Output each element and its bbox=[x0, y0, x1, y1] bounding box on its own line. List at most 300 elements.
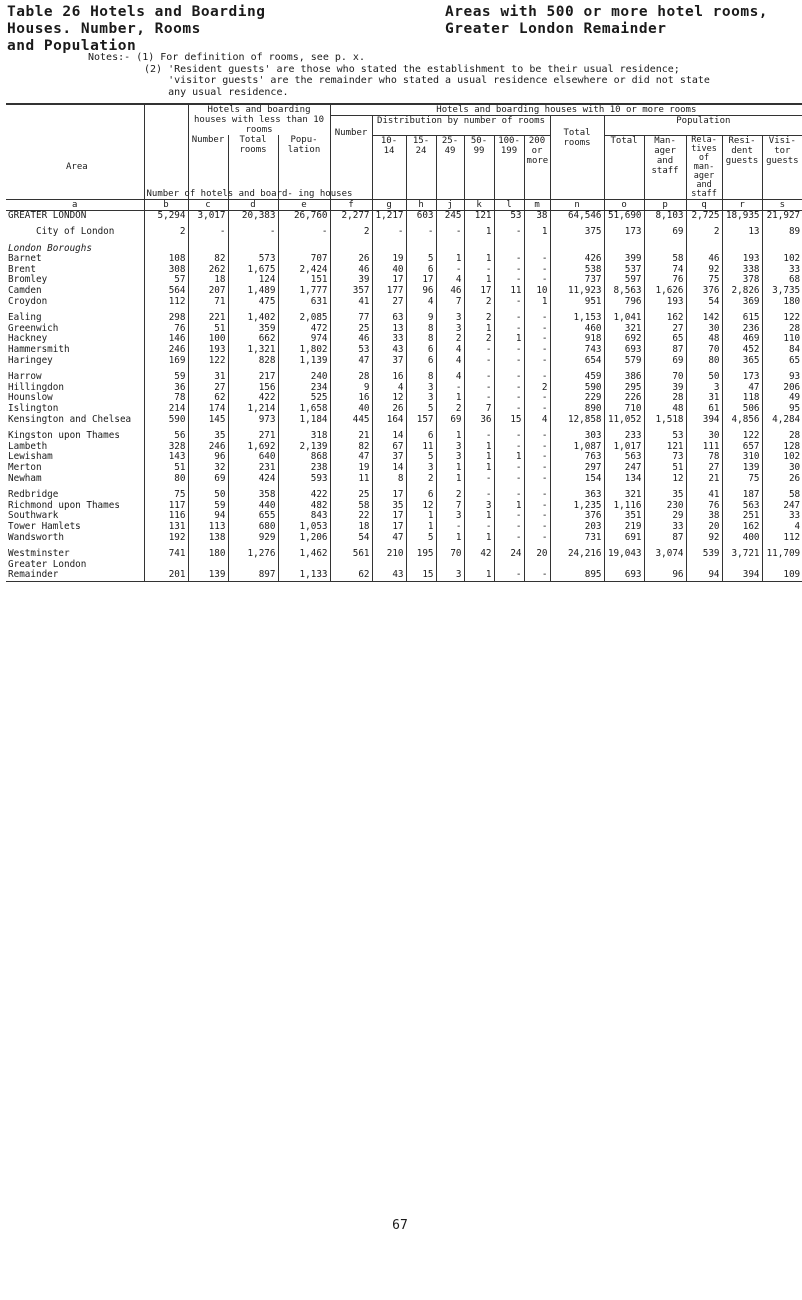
cell-number-hotels: 169 bbox=[144, 356, 188, 367]
cell-pop-total: 1,017 bbox=[604, 442, 644, 453]
cell-small-pop: 707 bbox=[278, 254, 330, 265]
letter-s: s bbox=[762, 199, 802, 210]
cell-managers: 12 bbox=[644, 474, 686, 485]
cell-d1: 27 bbox=[372, 297, 406, 308]
area-name: London Boroughs bbox=[8, 242, 92, 254]
cell-managers: 3,074 bbox=[644, 549, 686, 560]
table-row bbox=[6, 404, 802, 415]
cell-relatives: 27 bbox=[686, 463, 722, 474]
cell-d4: 1 bbox=[464, 324, 494, 335]
cell-visitor: 21,927 bbox=[762, 210, 802, 221]
cell-resident: 173 bbox=[722, 372, 762, 383]
cell-number-hotels: 308 bbox=[144, 265, 188, 276]
cell-visitor: 89 bbox=[762, 227, 802, 238]
cell-small-rooms: 1,675 bbox=[228, 265, 278, 276]
cell-pop-total: 579 bbox=[604, 356, 644, 367]
cell-d1: 17 bbox=[372, 275, 406, 286]
cell-d6: 4 bbox=[524, 415, 550, 426]
cell-d2: 6 bbox=[406, 265, 436, 276]
cell-d5: 1 bbox=[494, 452, 524, 463]
cell-d4: - bbox=[464, 490, 494, 501]
cell-d6: - bbox=[524, 313, 550, 324]
cell-small-number: 51 bbox=[188, 324, 228, 335]
cell-d3: 2 bbox=[436, 404, 464, 415]
cell-number-hotels: 564 bbox=[144, 286, 188, 297]
header-small-group: Hotels and boarding houses with less than 10 rooms bbox=[188, 104, 330, 135]
cell-managers: 70 bbox=[644, 372, 686, 383]
cell-pop-total: 693 bbox=[604, 570, 644, 581]
header-large-number: Number bbox=[330, 116, 372, 200]
cell-pop-total: 351 bbox=[604, 511, 644, 522]
cell-managers: 1,626 bbox=[644, 286, 686, 297]
cell-relatives: 92 bbox=[686, 265, 722, 276]
cell-d4: 1 bbox=[464, 511, 494, 522]
cell-d6: - bbox=[524, 345, 550, 356]
cell-d6: - bbox=[524, 404, 550, 415]
area-name: Lewisham bbox=[8, 451, 53, 463]
cell-large-number: 39 bbox=[330, 275, 372, 286]
cell-relatives: 376 bbox=[686, 286, 722, 297]
cell-d5: - bbox=[494, 442, 524, 453]
area-name: Hounslow bbox=[8, 392, 53, 404]
cell-small-rooms: - bbox=[228, 227, 278, 238]
cell-visitor: 33 bbox=[762, 265, 802, 276]
cell-number-hotels: 75 bbox=[144, 490, 188, 501]
cell-number-hotels: 192 bbox=[144, 533, 188, 544]
cell-small-rooms: 1,489 bbox=[228, 286, 278, 297]
cell-pop-total: 563 bbox=[604, 452, 644, 463]
area-name: Camden bbox=[8, 285, 42, 297]
cell-d6: - bbox=[524, 265, 550, 276]
letter-h: h bbox=[406, 199, 436, 210]
cell-relatives: 30 bbox=[686, 324, 722, 335]
cell-large-number: 26 bbox=[330, 254, 372, 265]
cell-small-pop: 1,206 bbox=[278, 533, 330, 544]
cell-relatives: 20 bbox=[686, 522, 722, 533]
cell-d3: - bbox=[436, 227, 464, 238]
cell-resident: 469 bbox=[722, 334, 762, 345]
cell-d2: 5 bbox=[406, 452, 436, 463]
cell-d4: 7 bbox=[464, 404, 494, 415]
cell-managers: 51 bbox=[644, 463, 686, 474]
cell-d1: 37 bbox=[372, 452, 406, 463]
cell-visitor: 68 bbox=[762, 275, 802, 286]
cell-d6: - bbox=[524, 372, 550, 383]
cell-pop-total: 710 bbox=[604, 404, 644, 415]
cell-d3: 70 bbox=[436, 549, 464, 560]
cell-d1: 177 bbox=[372, 286, 406, 297]
cell-d3: 46 bbox=[436, 286, 464, 297]
letter-c: c bbox=[188, 199, 228, 210]
cell-d3: 2 bbox=[436, 334, 464, 345]
cell-d5: - bbox=[494, 265, 524, 276]
cell-d2: 195 bbox=[406, 549, 436, 560]
cell-d6: 20 bbox=[524, 549, 550, 560]
letter-b: b bbox=[144, 199, 188, 210]
cell-relatives: 78 bbox=[686, 452, 722, 463]
cell-managers: 193 bbox=[644, 297, 686, 308]
cell-d6: 2 bbox=[524, 383, 550, 394]
cell-d1: 67 bbox=[372, 442, 406, 453]
cell-small-rooms: 680 bbox=[228, 522, 278, 533]
cell-small-number: 82 bbox=[188, 254, 228, 265]
cell-resident: 236 bbox=[722, 324, 762, 335]
cell-d2: 15 bbox=[406, 570, 436, 581]
notes-label: Notes:- bbox=[88, 52, 131, 63]
page-number: 67 bbox=[392, 1218, 408, 1233]
cell-pop-total: 537 bbox=[604, 265, 644, 276]
header-large-group: Hotels and boarding houses with 10 or more rooms bbox=[330, 104, 802, 116]
area-name: Merton bbox=[8, 461, 42, 473]
cell-pop-total: 247 bbox=[604, 463, 644, 474]
cell-small-rooms: 573 bbox=[228, 254, 278, 265]
cell-pop-total: 19,043 bbox=[604, 549, 644, 560]
cell-relatives: 80 bbox=[686, 356, 722, 367]
cell-small-number: 122 bbox=[188, 356, 228, 367]
letter-q: q bbox=[686, 199, 722, 210]
cell-pop-total: 399 bbox=[604, 254, 644, 265]
cell-managers: 74 bbox=[644, 265, 686, 276]
cell-d2: 8 bbox=[406, 324, 436, 335]
cell-d1: 16 bbox=[372, 372, 406, 383]
cell-d2: 6 bbox=[406, 431, 436, 442]
cell-managers: 35 bbox=[644, 490, 686, 501]
cell-d6: 1 bbox=[524, 297, 550, 308]
cell-d2: 9 bbox=[406, 313, 436, 324]
notes bbox=[88, 52, 710, 98]
cell-managers: 121 bbox=[644, 442, 686, 453]
cell-resident: 75 bbox=[722, 474, 762, 485]
letter-o: o bbox=[604, 199, 644, 210]
letter-n: n bbox=[550, 199, 604, 210]
cell-pop-total: 134 bbox=[604, 474, 644, 485]
cell-d2: 3 bbox=[406, 463, 436, 474]
cell-d1: 37 bbox=[372, 356, 406, 367]
cell-number-hotels: 56 bbox=[144, 431, 188, 442]
header-pop-total: Total bbox=[604, 135, 644, 199]
cell-large-number: 53 bbox=[330, 345, 372, 356]
cell-small-pop: 1,053 bbox=[278, 522, 330, 533]
cell-large-number: 62 bbox=[330, 570, 372, 581]
cell-d3: 3 bbox=[436, 570, 464, 581]
cell-large-number: 77 bbox=[330, 313, 372, 324]
cell-d6: - bbox=[524, 490, 550, 501]
note-3: 'visitor guests' are the remainder who stated a usual residence elsewhere or did not state bbox=[144, 75, 710, 86]
area-name: City of London bbox=[36, 226, 115, 238]
area-name: Newham bbox=[8, 472, 42, 484]
cell-d3: 3 bbox=[436, 511, 464, 522]
cell-small-pop: 593 bbox=[278, 474, 330, 485]
cell-d5: - bbox=[494, 522, 524, 533]
cell-small-rooms: 20,383 bbox=[228, 210, 278, 221]
cell-small-number: 71 bbox=[188, 297, 228, 308]
cell-number-hotels: 78 bbox=[144, 393, 188, 404]
cell-d6: - bbox=[524, 393, 550, 404]
cell-total-rooms: 1,087 bbox=[550, 442, 604, 453]
cell-small-pop: 1,462 bbox=[278, 549, 330, 560]
cell-visitor: 109 bbox=[762, 570, 802, 581]
cell-d1: 164 bbox=[372, 415, 406, 426]
cell-number-hotels: 116 bbox=[144, 511, 188, 522]
cell-d2: 4 bbox=[406, 297, 436, 308]
cell-d1: 17 bbox=[372, 522, 406, 533]
cell-small-pop: 26,760 bbox=[278, 210, 330, 221]
cell-d4: 1 bbox=[464, 227, 494, 238]
cell-small-rooms: 1,692 bbox=[228, 442, 278, 453]
cell-d6: 10 bbox=[524, 286, 550, 297]
cell-number-hotels: 131 bbox=[144, 522, 188, 533]
cell-large-number: 9 bbox=[330, 383, 372, 394]
cell-d4: 17 bbox=[464, 286, 494, 297]
cell-pop-total: 8,563 bbox=[604, 286, 644, 297]
cell-resident: 506 bbox=[722, 404, 762, 415]
cell-small-rooms: 231 bbox=[228, 463, 278, 474]
table-row bbox=[6, 570, 802, 581]
cell-d4: 42 bbox=[464, 549, 494, 560]
cell-d6: - bbox=[524, 452, 550, 463]
cell-small-rooms: 217 bbox=[228, 372, 278, 383]
cell-d5: - bbox=[494, 356, 524, 367]
cell-pop-total: 597 bbox=[604, 275, 644, 286]
cell-managers: 87 bbox=[644, 345, 686, 356]
cell-d3: 1 bbox=[436, 533, 464, 544]
cell-d5: - bbox=[494, 570, 524, 581]
cell-number-hotels: 2 bbox=[144, 227, 188, 238]
cell-number-hotels: 57 bbox=[144, 275, 188, 286]
cell-d5: - bbox=[494, 404, 524, 415]
cell-small-number: 145 bbox=[188, 415, 228, 426]
cell-relatives: 76 bbox=[686, 501, 722, 512]
cell-d1: 43 bbox=[372, 570, 406, 581]
header-small-pop: Popu- lation bbox=[278, 135, 330, 199]
cell-resident: 162 bbox=[722, 522, 762, 533]
title-left bbox=[7, 4, 265, 55]
cell-small-number: 262 bbox=[188, 265, 228, 276]
cell-d3: 7 bbox=[436, 501, 464, 512]
cell-d4: 2 bbox=[464, 313, 494, 324]
note-1: (1) For definition of rooms, see p. x. bbox=[136, 52, 365, 63]
cell-visitor: 4,284 bbox=[762, 415, 802, 426]
header-d2: 15- 24 bbox=[406, 135, 436, 199]
cell-managers: 48 bbox=[644, 404, 686, 415]
cell-d1: 1,217 bbox=[372, 210, 406, 221]
cell-visitor: 247 bbox=[762, 501, 802, 512]
title-right bbox=[445, 4, 768, 38]
cell-visitor: 3,735 bbox=[762, 286, 802, 297]
area-name: Hackney bbox=[8, 333, 48, 345]
cell-small-rooms: 1,321 bbox=[228, 345, 278, 356]
cell-d1: 210 bbox=[372, 549, 406, 560]
cell-resident: 13 bbox=[722, 227, 762, 238]
cell-large-number: 21 bbox=[330, 431, 372, 442]
cell-large-number: 2 bbox=[330, 227, 372, 238]
cell-resident: 251 bbox=[722, 511, 762, 522]
cell-d5: - bbox=[494, 324, 524, 335]
cell-d5: - bbox=[494, 511, 524, 522]
cell-resident: 400 bbox=[722, 533, 762, 544]
cell-number-hotels: 146 bbox=[144, 334, 188, 345]
cell-relatives: 94 bbox=[686, 570, 722, 581]
cell-large-number: 54 bbox=[330, 533, 372, 544]
cell-small-pop: 1,133 bbox=[278, 570, 330, 581]
cell-small-pop: 1,139 bbox=[278, 356, 330, 367]
cell-small-number: 138 bbox=[188, 533, 228, 544]
cell-large-number: 445 bbox=[330, 415, 372, 426]
cell-d4: - bbox=[464, 393, 494, 404]
letter-m: m bbox=[524, 199, 550, 210]
title-line-1: Table 26 Hotels and Boarding bbox=[7, 4, 266, 20]
cell-relatives: 61 bbox=[686, 404, 722, 415]
cell-relatives: 394 bbox=[686, 415, 722, 426]
cell-resident: 18,935 bbox=[722, 210, 762, 221]
cell-d6: 1 bbox=[524, 227, 550, 238]
cell-visitor: 26 bbox=[762, 474, 802, 485]
area-name: Barnet bbox=[8, 253, 42, 265]
cell-d2: 5 bbox=[406, 254, 436, 265]
cell-small-rooms: 440 bbox=[228, 501, 278, 512]
cell-managers: 69 bbox=[644, 356, 686, 367]
cell-total-rooms: 24,216 bbox=[550, 549, 604, 560]
cell-small-pop: 843 bbox=[278, 511, 330, 522]
cell-small-rooms: 475 bbox=[228, 297, 278, 308]
cell-resident: 187 bbox=[722, 490, 762, 501]
cell-small-pop: 482 bbox=[278, 501, 330, 512]
cell-relatives: 30 bbox=[686, 431, 722, 442]
cell-managers: 69 bbox=[644, 227, 686, 238]
cell-small-pop: 1,802 bbox=[278, 345, 330, 356]
area-name: Hammersmith bbox=[8, 344, 70, 356]
cell-small-rooms: 640 bbox=[228, 452, 278, 463]
table-row bbox=[6, 533, 802, 544]
cell-d3: - bbox=[436, 522, 464, 533]
cell-d2: 11 bbox=[406, 442, 436, 453]
cell-pop-total: 321 bbox=[604, 490, 644, 501]
cell-small-number: 174 bbox=[188, 404, 228, 415]
cell-number-hotels: 51 bbox=[144, 463, 188, 474]
table-row bbox=[6, 549, 802, 560]
cell-number-hotels: 80 bbox=[144, 474, 188, 485]
cell-resident: 2,826 bbox=[722, 286, 762, 297]
cell-d6: - bbox=[524, 463, 550, 474]
cell-small-rooms: 422 bbox=[228, 393, 278, 404]
cell-d5: - bbox=[494, 254, 524, 265]
cell-total-rooms: 731 bbox=[550, 533, 604, 544]
cell-small-number: 35 bbox=[188, 431, 228, 442]
table-row bbox=[6, 227, 802, 238]
cell-d5: 15 bbox=[494, 415, 524, 426]
cell-large-number: 47 bbox=[330, 452, 372, 463]
cell-d2: 6 bbox=[406, 345, 436, 356]
cell-small-pop: 631 bbox=[278, 297, 330, 308]
note-4: any usual residence. bbox=[144, 86, 289, 98]
cell-d5: - bbox=[494, 345, 524, 356]
cell-small-pop: 318 bbox=[278, 431, 330, 442]
cell-d1: 14 bbox=[372, 431, 406, 442]
cell-d5: - bbox=[494, 383, 524, 394]
cell-small-rooms: 973 bbox=[228, 415, 278, 426]
cell-small-number: - bbox=[188, 227, 228, 238]
cell-resident: 615 bbox=[722, 313, 762, 324]
cell-number-hotels: 59 bbox=[144, 372, 188, 383]
cell-resident: 338 bbox=[722, 265, 762, 276]
cell-small-rooms: 662 bbox=[228, 334, 278, 345]
cell-relatives: 3 bbox=[686, 383, 722, 394]
area-name: Greater London bbox=[8, 558, 87, 570]
cell-d4: - bbox=[464, 431, 494, 442]
cell-d6: - bbox=[524, 324, 550, 335]
table-row bbox=[6, 356, 802, 367]
cell-number-hotels: 108 bbox=[144, 254, 188, 265]
cell-d2: 1 bbox=[406, 511, 436, 522]
cell-relatives: 31 bbox=[686, 393, 722, 404]
cell-managers: 58 bbox=[644, 254, 686, 265]
cell-d4: 1 bbox=[464, 442, 494, 453]
cell-small-rooms: 124 bbox=[228, 275, 278, 286]
cell-d6: - bbox=[524, 275, 550, 286]
header-managers: Man- ager and staff bbox=[644, 135, 686, 199]
cell-visitor: 128 bbox=[762, 442, 802, 453]
cell-number-hotels: 112 bbox=[144, 297, 188, 308]
cell-relatives: 41 bbox=[686, 490, 722, 501]
cell-small-rooms: 655 bbox=[228, 511, 278, 522]
cell-number-hotels: 590 bbox=[144, 415, 188, 426]
cell-visitor: 112 bbox=[762, 533, 802, 544]
cell-d4: - bbox=[464, 356, 494, 367]
table-row bbox=[6, 474, 802, 485]
cell-d2: 6 bbox=[406, 490, 436, 501]
cell-resident: 365 bbox=[722, 356, 762, 367]
cell-d3: 69 bbox=[436, 415, 464, 426]
cell-small-rooms: 828 bbox=[228, 356, 278, 367]
letter-r: r bbox=[722, 199, 762, 210]
cell-managers: 96 bbox=[644, 570, 686, 581]
cell-total-rooms: 154 bbox=[550, 474, 604, 485]
cell-small-pop: 422 bbox=[278, 490, 330, 501]
cell-small-number: 193 bbox=[188, 345, 228, 356]
cell-d3: 4 bbox=[436, 356, 464, 367]
cell-small-number: 139 bbox=[188, 570, 228, 581]
cell-small-pop: 238 bbox=[278, 463, 330, 474]
area-name: Greenwich bbox=[8, 322, 59, 334]
cell-d3: 4 bbox=[436, 372, 464, 383]
header-area: Area bbox=[66, 161, 88, 172]
cell-d5: - bbox=[494, 227, 524, 238]
cell-small-number: 31 bbox=[188, 372, 228, 383]
cell-total-rooms: 763 bbox=[550, 452, 604, 463]
cell-managers: 29 bbox=[644, 511, 686, 522]
area-name: Kingston upon Thames bbox=[8, 430, 120, 442]
cell-small-pop: 974 bbox=[278, 334, 330, 345]
cell-d5: 1 bbox=[494, 334, 524, 345]
cell-resident: 394 bbox=[722, 570, 762, 581]
cell-d6: 38 bbox=[524, 210, 550, 221]
cell-resident: 118 bbox=[722, 393, 762, 404]
cell-d2: 17 bbox=[406, 275, 436, 286]
cell-small-pop: 234 bbox=[278, 383, 330, 394]
cell-small-rooms: 156 bbox=[228, 383, 278, 394]
cell-d4: - bbox=[464, 372, 494, 383]
cell-total-rooms: 951 bbox=[550, 297, 604, 308]
cell-small-pop: 868 bbox=[278, 452, 330, 463]
cell-d1: 43 bbox=[372, 345, 406, 356]
cell-small-number: 3,017 bbox=[188, 210, 228, 221]
letter-j: j bbox=[436, 199, 464, 210]
header-distribution: Distribution by number of rooms bbox=[372, 116, 550, 136]
cell-relatives: 54 bbox=[686, 297, 722, 308]
cell-d2: 5 bbox=[406, 533, 436, 544]
cell-visitor: 28 bbox=[762, 324, 802, 335]
cell-d2: 2 bbox=[406, 474, 436, 485]
